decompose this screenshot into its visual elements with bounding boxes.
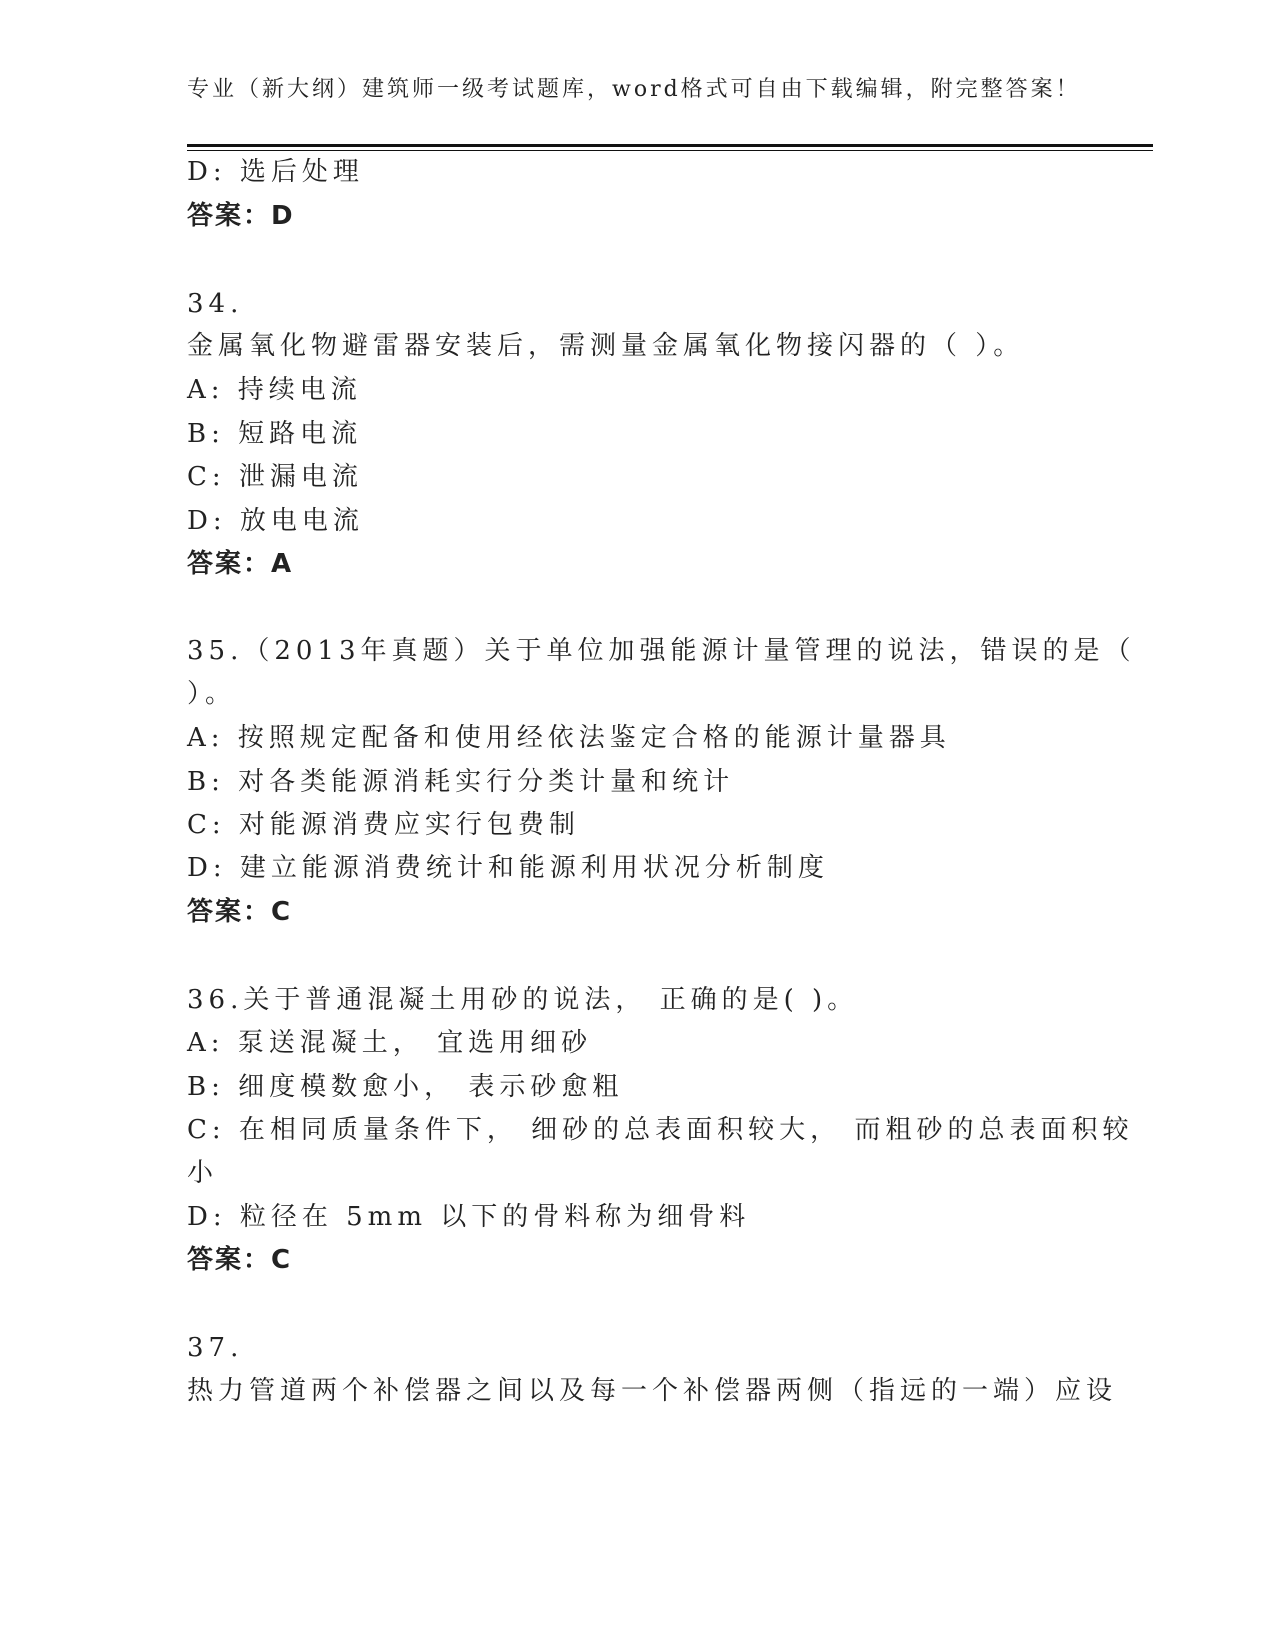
option-d-q36: D: 粒径在 5mm 以下的骨料称为细骨料 [187,1202,751,1232]
option-c-q34: C: 泄漏电流 [187,462,363,492]
question-text-34: 金属氧化物避雷器安装后，需测量金属氧化物接闪器的（ ）。 [187,331,1025,361]
answer-q34: 答案：A [187,549,294,579]
answer-q33: 答案：D [187,201,295,231]
option-a-q34: A: 持续电流 [187,375,362,405]
option-b-q34: B: 短路电流 [187,419,363,449]
option-a-q36: A: 泵送混凝土， 宜选用细砂 [187,1028,593,1058]
answer-q36: 答案：C [187,1245,293,1275]
question-number-37: 37. [187,1333,244,1363]
answer-q35: 答案：C [187,897,293,927]
option-d-q33: D: 选后处理 [187,157,364,187]
option-a-q35: A: 按照规定配备和使用经依法鉴定合格的能源计量器具 [187,723,951,753]
question-text-35-cont: ）。 [187,679,237,709]
option-b-q35: B: 对各类能源消耗实行分类计量和统计 [187,767,735,797]
question-text-37: 热力管道两个补偿器之间以及每一个补偿器两侧（指远的一端）应设 [187,1376,1118,1406]
question-text-36: 36.关于普通混凝土用砂的说法， 正确的是( )。 [187,985,859,1015]
option-d-q34: D: 放电电流 [187,506,364,536]
option-b-q36: B: 细度模数愈小， 表示砂愈粗 [187,1072,624,1102]
question-number-34: 34. [187,289,244,319]
option-c-q35: C: 对能源消费应实行包费制 [187,810,580,840]
option-d-q35: D: 建立能源消费统计和能源利用状况分析制度 [187,853,829,883]
option-c-q36-cont: 小 [187,1158,219,1188]
option-c-q36: C: 在相同质量条件下， 细砂的总表面积较大， 而粗砂的总表面积较 [187,1115,1134,1145]
question-text-35: 35.（2013年真题）关于单位加强能源计量管理的说法，错误的是（ [187,636,1136,666]
header-divider [187,144,1153,147]
page-header: 专业（新大纲）建筑师一级考试题库，word格式可自由下载编辑，附完整答案！ [187,77,1081,102]
